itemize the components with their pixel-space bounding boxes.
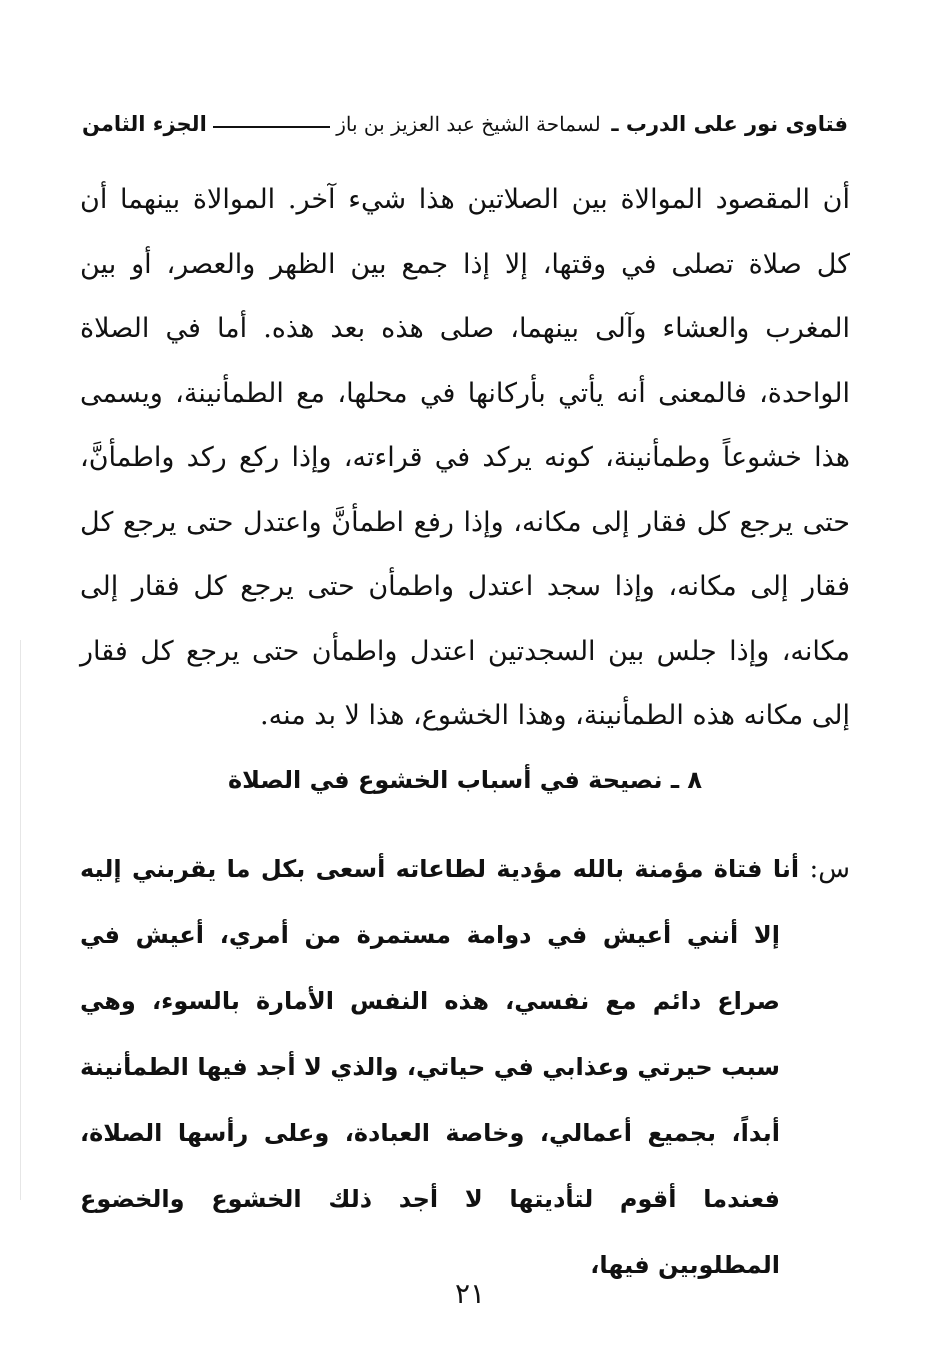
running-header [82, 104, 848, 144]
scan-edge-line [20, 640, 21, 1200]
page-number: ٢١ [454, 1277, 486, 1310]
body-paragraph: أن المقصود الموالاة بين الصلاتين هذا شيء آخر. الموالاة بينهما أن كل صلاة تصلى في وقتها، إلا إذا جمع بين الظهر والعصر، أو بين المغرب والعشاء وآلى بينهما، صلى هذه بعد هذه. أما في الصلاة الواحدة، فالمعنى أنه يأتي بأركانها في محلها، مع الطمأنينة، ويسمى هذا خشوعاً وطمأنينة، كونه يركد في قراءته، وإذا ركع ركد واطمأنَّ، حتى يرجع كل فقار إلى مكانه، وإذا رفع اطمأنَّ واعتدل حتى يرجع كل فقار إلى مكانه، وإذا سجد اعتدل واطمأن حتى يرجع كل فقار إلى مكانه، وإذا جلس بين السجدتين اعتدل واطمأن حتى يرجع كل فقار إلى مكانه هذه الطمأنينة، وهذا الخشوع، هذا لا بد منه. [80, 184, 850, 731]
book-title: فتاوى نور على الدرب ـ [611, 112, 848, 136]
question-label: س: [809, 854, 850, 884]
question-paragraph [80, 836, 850, 1298]
header-rule [213, 126, 330, 128]
section-heading: ٨ ـ نصيحة في أسباب الخشوع في الصلاة [227, 766, 703, 794]
volume-label: الجزء الثامن [82, 112, 207, 136]
author-name: لسماحة الشيخ عبد العزيز بن باز [336, 112, 601, 136]
header-title-group [336, 112, 848, 136]
question-text: أنا فتاة مؤمنة بالله مؤدية لطاعاته أسعى بكل ما يقربني إليه إلا أنني أعيش في دوامة مستمرة من أمري، أعيش في صراع دائم مع نفسي، هذه النفس الأمارة بالسوء، وهي سبب حيرتي وعذابي في حياتي، والذي لا أجد فيها الطمأنينة أبداً، بجميع أعمالي، وخاصة العبادة، وعلى رأسها الصلاة، فعندما أقوم لتأديتها لا أجد ذلك الخشوع والخضوع المطلوبين فيها، [80, 855, 800, 1279]
body-text [80, 168, 850, 749]
question-block [80, 836, 850, 1298]
